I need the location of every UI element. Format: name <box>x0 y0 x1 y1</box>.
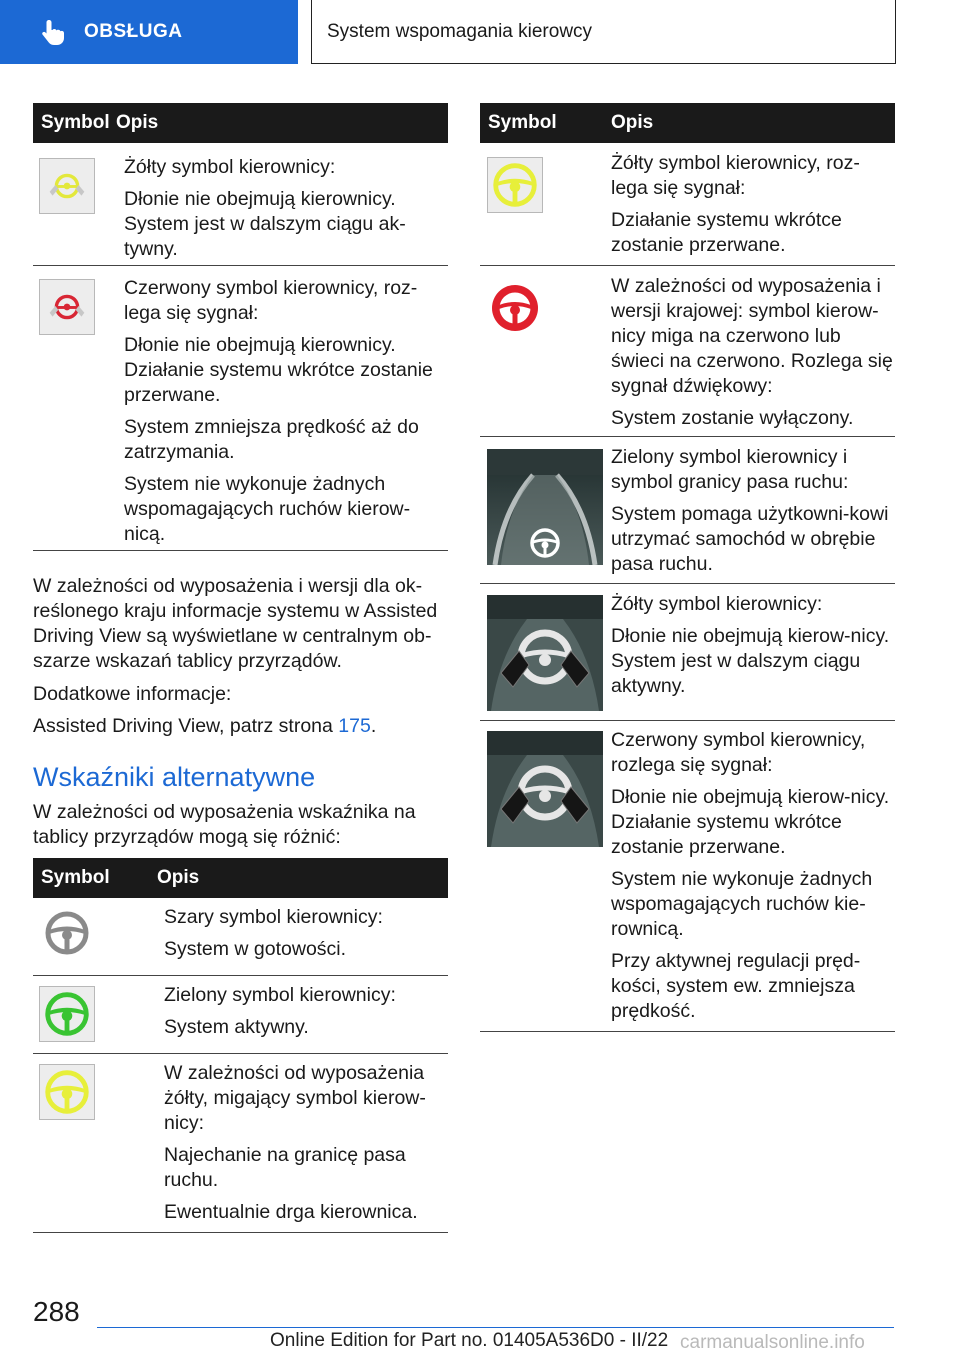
grey-steering-wheel-icon <box>43 909 91 957</box>
row-line: W zależności od wyposażenia żółty, migający symbol kierow-nicy: <box>164 1062 426 1134</box>
section-heading: Wskaźniki alternatywne <box>33 762 316 792</box>
reference-text: Assisted Driving View, patrz strona <box>33 715 339 737</box>
table-row <box>33 898 448 976</box>
row-line: Czerwony symbol kierownicy, roz-lega się sygnał: <box>124 277 418 324</box>
intro-more-info: Dodatkowe informacje: <box>33 683 232 705</box>
row-line: Szary symbol kierownicy: <box>164 906 383 928</box>
row-line: Dłonie nie obejmują kierownicy. System jest w dalszym ciągu ak-tywny. <box>124 188 406 260</box>
table-left-top <box>33 103 448 551</box>
table-row <box>480 266 895 437</box>
table-header <box>33 103 448 143</box>
green-steering-wheel-icon <box>39 986 95 1042</box>
row-line: W zależności od wyposażenia i wersji krajowej: symbol kierow-nicy miga na czerwono lub świeci na czerwono. Rozlega się sygnał dźwiękowy: <box>611 275 893 397</box>
row-line: Żółty symbol kierownicy: <box>611 593 823 615</box>
row-line: System pomaga użytkowni-kowi utrzymać samochód w obrębie pasa ruchu. <box>611 503 889 575</box>
intro-reference <box>33 714 449 739</box>
section-tab <box>0 0 298 64</box>
yellow-steering-wheel-icon <box>39 1064 95 1120</box>
red-steering-wheel-hands-icon <box>39 279 95 335</box>
table-right <box>480 103 895 1032</box>
table-row <box>33 1054 448 1233</box>
col-symbol: Symbol <box>41 867 110 888</box>
intro-paragraph: W zależności od wyposażenia i wersji dla ok-reślonego kraju informacje systemu w Assisted Driving View są wyświetlane w centralnym ob-szarze wskazań tablicy przyrządów. <box>33 575 438 672</box>
table-header <box>480 103 895 143</box>
row-line: System aktywny. <box>164 1016 309 1038</box>
row-line: Żółty symbol kierownicy, roz-lega się sygnał: <box>611 152 860 199</box>
col-desc: Opis <box>611 112 654 133</box>
row-line: Żółty symbol kierownicy: <box>124 156 336 178</box>
row-line: Działanie systemu wkrótce zostanie przerwane. <box>611 209 842 256</box>
table-row <box>480 437 895 584</box>
watermark: carmanualsonline.info <box>680 1332 865 1353</box>
row-line: System zmniejsza prędkość aż do zatrzymania. <box>124 416 419 463</box>
table-row <box>33 143 448 266</box>
table-row <box>480 721 895 1032</box>
yellow-steering-wheel-icon <box>487 157 543 213</box>
col-desc: Opis <box>116 112 159 133</box>
col-symbol: Symbol <box>41 112 110 133</box>
table-row <box>480 143 895 266</box>
lane-view-hands-red-icon <box>487 731 603 847</box>
row-line: System zostanie wyłączony. <box>611 407 854 429</box>
table-row <box>33 266 448 551</box>
row-line: System nie wykonuje żadnych wspomagających ruchów kierow-nicą. <box>124 473 411 545</box>
red-steering-wheel-icon <box>490 283 540 333</box>
footer-edition: Online Edition for Part no. 01405A536D0 - II/22 <box>270 1330 669 1351</box>
footer-divider <box>97 1327 894 1328</box>
col-desc: Opis <box>157 867 200 888</box>
row-line: Najechanie na granicę pasa ruchu. <box>164 1144 406 1191</box>
table-left-bottom <box>33 858 448 1233</box>
row-line: Zielony symbol kierownicy i symbol granicy pasa ruchu: <box>611 446 849 493</box>
page-number: 288 <box>33 1296 80 1327</box>
row-line: System w gotowości. <box>164 938 347 960</box>
row-line: Ewentualnie drga kierownica. <box>164 1201 418 1223</box>
row-line: Zielony symbol kierownicy: <box>164 984 396 1006</box>
yellow-steering-wheel-hands-icon <box>39 158 95 214</box>
reference-end: . <box>370 715 377 737</box>
chapter-title: System wspomagania kierowcy <box>311 0 896 64</box>
lane-view-hands-icon <box>487 595 603 711</box>
page-link[interactable]: 175 <box>338 715 371 737</box>
hand-pointer-icon <box>40 18 66 46</box>
section-text: W zależności od wyposażenia wskaźnika na tablicy przyrządów mogą się różnić: <box>33 801 416 848</box>
row-line: Dłonie nie obejmują kierow-nicy. Działanie systemu wkrótce zostanie przerwane. <box>611 786 890 858</box>
row-line: Przy aktywnej regulacji pręd-kości, system ew. zmniejsza prędkość. <box>611 950 861 1022</box>
col-symbol: Symbol <box>488 112 557 133</box>
table-row <box>480 584 895 721</box>
row-line: System nie wykonuje żadnych wspomagających ruchów kie-rownicą. <box>611 868 873 940</box>
table-row <box>33 976 448 1054</box>
table-header <box>33 858 448 898</box>
row-line: Dłonie nie obejmują kierow-nicy. System jest w dalszym ciągu aktywny. <box>611 625 890 697</box>
lane-view-green-wheel-icon <box>487 449 603 565</box>
row-line: Dłonie nie obejmują kierownicy. Działanie systemu wkrótce zostanie przerwane. <box>124 334 433 406</box>
row-line: Czerwony symbol kierownicy, rozlega się sygnał: <box>611 729 866 776</box>
section-tab-label: OBSŁUGA <box>84 21 183 42</box>
